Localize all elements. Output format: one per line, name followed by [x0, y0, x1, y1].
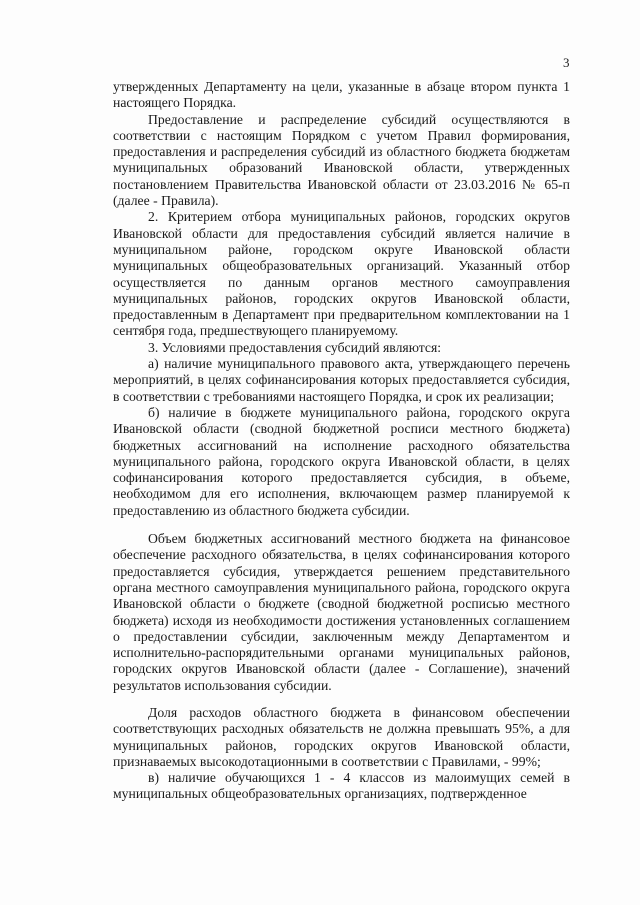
- paragraph-expense-share: Доля расходов областного бюджета в финансовом обеспечении соответствующих расходных обязательств не должна превышать 95%, а для муниципальных районов, городских округов Ивановской области, признаваемых высокодотационными в соответствии с Правилами, - 99%;: [113, 704, 570, 769]
- paragraph-conditions-heading: 3. Условиями предоставления субсидий являются:: [148, 339, 442, 355]
- paragraph-condition-a: а) наличие муниципального правового акта, утверждающего перечень мероприятий, в целях софинансирования которых предоставляется субсидия, в соответствии с требованиями настоящего Порядка, и срок их реализации;: [113, 356, 570, 404]
- paragraph-condition-b: б) наличие в бюджете муниципального района, городского округа Ивановской области (сводной бюджетной росписи местного бюджета) бюджетных ассигнований на исполнение расходного обязательства муниципального района, городского округа Ивановской области, в целях софинансирования которого предоставляется субсидия, в объеме, необходимом для его исполнения, включающем размер планируемой к предоставлению из областного бюджета субсидии.: [113, 404, 570, 518]
- paragraph-subsidy-distribution: Предоставление и распределение субсидий осуществляются в соответствии с настоящим Порядком с учетом Правил формирования, предоставления и распределения субсидий из областного бюджета бюджетам муниципальных образований Ивановской области, утвержденных постановлением Правительства Ивановской области от 23.03.2016 № 65-п (далее - Правила).: [113, 111, 570, 209]
- paragraph-continuation: утвержденных Департаменту на цели, указанные в абзаце втором пункта 1 настоящего Порядка.: [113, 79, 570, 111]
- paragraph-selection-criterion: 2. Критерием отбора муниципальных районов, городских округов Ивановской области для предоставления субсидий является наличие в муниципальном районе, городском округе Ивановской области муниципальных общеобразовательных организаций. Указанный отбор осуществляется по данным органов местного самоуправления муниципальных районов, городских округов Ивановской области, предоставленным в Департамент при предварительном комплектовании на 1 сентября года, предшествующего планируемому.: [113, 209, 570, 339]
- paragraph-budget-volume: Объем бюджетных ассигнований местного бюджета на финансовое обеспечение расходного обязательства, в целях софинансирования которого предоставляется субсидия, утверждается решением представительного органа местного самоуправления муниципального района, городского округа Ивановской области о бюджете (сводной бюджетной росписью местного бюджета) исходя из необходимости достижения установленных соглашением о предоставлении субсидии, заключенным между Департаментом и исполнительно-распорядительными органами муниципальных районов, городских округов Ивановской области (далее - Соглашение), значений результатов использования субсидии.: [113, 531, 570, 693]
- page-number: 3: [563, 55, 570, 70]
- paragraph-condition-v: в) наличие обучающихся 1 - 4 классов из малоимущих семей в муниципальных общеобразовательных организациях, подтвержденное: [113, 770, 570, 802]
- document-body: [113, 79, 570, 803]
